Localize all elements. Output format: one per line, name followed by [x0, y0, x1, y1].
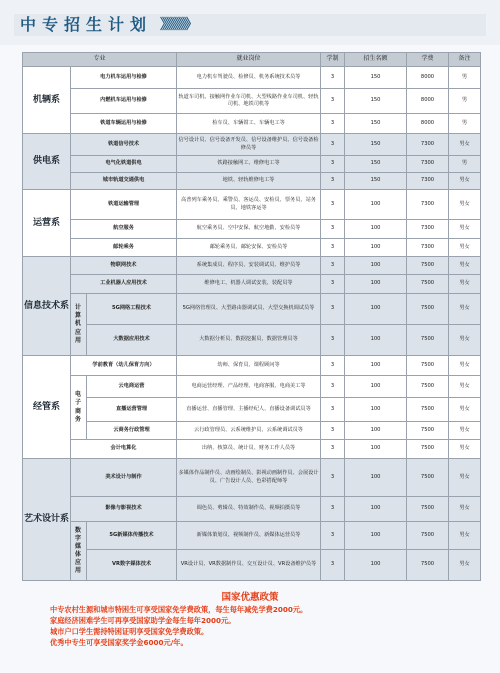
- major-cell: 铁道运输管理: [71, 190, 177, 220]
- years-cell: 3: [321, 190, 345, 220]
- jobs-cell: 地铁、轻轨维修电工等: [177, 173, 321, 190]
- jobs-cell: 高普列车乘务员、乘警员、客运员、安检员、票务员、站务员、地铁客运等: [177, 190, 321, 220]
- quota-cell: 100: [345, 257, 407, 275]
- years-cell: 3: [321, 440, 345, 459]
- years-cell: 3: [321, 422, 345, 440]
- fee-cell: 7500: [407, 497, 449, 522]
- table-row: [23, 550, 481, 581]
- jobs-cell: 系统集成员、程序员、安装调试员、维护员等: [177, 257, 321, 275]
- jobs-cell: 航空乘务员、空中安保、航空地勤、安检员等: [177, 220, 321, 239]
- header-major: 专业: [23, 53, 177, 67]
- policy-line: 优秀中专生可享受国家奖学金6000元/年。: [50, 638, 188, 647]
- note-cell: 男女: [449, 294, 481, 325]
- fee-cell: 7500: [407, 398, 449, 422]
- years-cell: 3: [321, 522, 345, 550]
- jobs-cell: 电力机车驾驶员、检修员、机务系统技术员等: [177, 67, 321, 89]
- table-row: [23, 459, 481, 497]
- note-cell: 男女: [449, 325, 481, 356]
- fee-cell: 7300: [407, 190, 449, 220]
- major-cell: 美术设计与制作: [71, 459, 177, 497]
- fee-cell: 7500: [407, 459, 449, 497]
- quota-cell: 150: [345, 67, 407, 89]
- years-cell: 3: [321, 67, 345, 89]
- years-cell: 3: [321, 134, 345, 156]
- policy-line: 中专农村生源和城市特困生可享受国家免学费政策，每生每年减免学费2000元。: [50, 605, 308, 614]
- fee-cell: 7300: [407, 156, 449, 173]
- years-cell: 3: [321, 275, 345, 294]
- note-cell: 男女: [449, 497, 481, 522]
- note-cell: 男女: [449, 220, 481, 239]
- major-cell: VR数字媒体技术: [87, 550, 177, 581]
- years-cell: 3: [321, 156, 345, 173]
- table-row: [23, 173, 481, 190]
- table-row: [23, 294, 481, 325]
- jobs-cell: 直播运营、直播管理、主播经纪人、直播设备调试员等: [177, 398, 321, 422]
- table-row: [23, 497, 481, 522]
- quota-cell: 100: [345, 294, 407, 325]
- major-cell: 城市轨道交通供电: [71, 173, 177, 190]
- jobs-cell: 出纳、核算员、统计员、财务工作人员等: [177, 440, 321, 459]
- fee-cell: 7300: [407, 173, 449, 190]
- note-cell: 男女: [449, 257, 481, 275]
- note-cell: 男: [449, 89, 481, 114]
- major-cell: 5G网络工程技术: [87, 294, 177, 325]
- major-cell: 影像与影视技术: [71, 497, 177, 522]
- fee-cell: 7300: [407, 239, 449, 257]
- major-cell: 电气化铁道供电: [71, 156, 177, 173]
- jobs-cell: 云行政管理员、云系统维护员、云系统调试员等: [177, 422, 321, 440]
- major-cell: 物联网技术: [71, 257, 177, 275]
- table-row: [23, 522, 481, 550]
- department-cell: 供电系: [23, 134, 71, 190]
- department-cell: 艺术设计系: [23, 459, 71, 581]
- major-cell: 云商务行政管理: [87, 422, 177, 440]
- fee-cell: 7500: [407, 275, 449, 294]
- header-jobs: 就业岗位: [177, 53, 321, 67]
- quota-cell: 100: [345, 497, 407, 522]
- fee-cell: 7500: [407, 522, 449, 550]
- table-header-row: [23, 53, 481, 67]
- major-cell: 内燃机车运用与检修: [71, 89, 177, 114]
- years-cell: 3: [321, 257, 345, 275]
- major-cell: 会计电算化: [71, 440, 177, 459]
- table-row: [23, 376, 481, 398]
- note-cell: 男女: [449, 275, 481, 294]
- years-cell: 3: [321, 497, 345, 522]
- note-cell: 男: [449, 156, 481, 173]
- jobs-cell: 5G网络管理员、大型路由器调试员、大型交换机调试员等: [177, 294, 321, 325]
- jobs-cell: 电商运营经理、产品经理、电商客服、电商美工等: [177, 376, 321, 398]
- jobs-cell: 新媒体策划员、视频制作员、新媒体运营员等: [177, 522, 321, 550]
- header-years: 学制: [321, 53, 345, 67]
- major-cell: 铁道信号技术: [71, 134, 177, 156]
- fee-cell: 8000: [407, 89, 449, 114]
- years-cell: 3: [321, 220, 345, 239]
- major-cell: 航空服务: [71, 220, 177, 239]
- table-row: [23, 356, 481, 376]
- note-cell: 男女: [449, 398, 481, 422]
- quota-cell: 150: [345, 173, 407, 190]
- table-row: [23, 398, 481, 422]
- years-cell: 3: [321, 356, 345, 376]
- years-cell: 3: [321, 398, 345, 422]
- jobs-cell: 信号设计员、信号设备开发员、信号设备维护员、信号设备检修员等: [177, 134, 321, 156]
- fee-cell: 8000: [407, 114, 449, 134]
- quota-cell: 100: [345, 356, 407, 376]
- major-cell: 云电商运营: [87, 376, 177, 398]
- years-cell: 3: [321, 325, 345, 356]
- jobs-cell: 邮轮乘务员、邮轮安保、安检员等: [177, 239, 321, 257]
- table-row: [23, 257, 481, 275]
- department-cell: 运营系: [23, 190, 71, 257]
- jobs-cell: 大数据分析员、数据挖掘员、数据管理员等: [177, 325, 321, 356]
- major-cell: 大数据应用技术: [87, 325, 177, 356]
- note-cell: 男女: [449, 422, 481, 440]
- fee-cell: 8000: [407, 67, 449, 89]
- quota-cell: 100: [345, 398, 407, 422]
- quota-cell: 100: [345, 220, 407, 239]
- note-cell: 男: [449, 114, 481, 134]
- major-cell: 5G新媒体传播技术: [87, 522, 177, 550]
- fee-cell: 7500: [407, 550, 449, 581]
- jobs-cell: 铁路接触网工、维修电工等: [177, 156, 321, 173]
- quota-cell: 100: [345, 190, 407, 220]
- policy-title: 国家优惠政策: [221, 592, 279, 603]
- years-cell: 3: [321, 173, 345, 190]
- fee-cell: 7300: [407, 220, 449, 239]
- table-row: [23, 422, 481, 440]
- fee-cell: 7500: [407, 257, 449, 275]
- fee-cell: 7500: [407, 376, 449, 398]
- note-cell: 男: [449, 67, 481, 89]
- jobs-cell: 多媒体作品制作员、动画绘制员、影视动画制作员、会展设计员、广告设计人员、色彩搭配师等: [177, 459, 321, 497]
- policy-line: 城市户口学生需持特困证明享受国家免学费政策。: [50, 627, 209, 636]
- major-cell: 直播运营管理: [87, 398, 177, 422]
- note-cell: 男女: [449, 190, 481, 220]
- department-cell: 信息技术系: [23, 257, 71, 356]
- quota-cell: 100: [345, 325, 407, 356]
- quota-cell: 100: [345, 239, 407, 257]
- years-cell: 3: [321, 114, 345, 134]
- years-cell: 3: [321, 459, 345, 497]
- fee-cell: 7500: [407, 356, 449, 376]
- header-note: 备注: [449, 53, 481, 67]
- jobs-cell: 调色员、剪辑员、特效制作员、视频拍摄员等: [177, 497, 321, 522]
- note-cell: 男女: [449, 356, 481, 376]
- table-row: [23, 325, 481, 356]
- table-row: [23, 190, 481, 220]
- note-cell: 男女: [449, 239, 481, 257]
- header-fee: 学费: [407, 53, 449, 67]
- subgroup-cell: 电子商务: [71, 376, 87, 440]
- quota-cell: 150: [345, 156, 407, 173]
- note-cell: 男女: [449, 522, 481, 550]
- major-cell: 电力机车运用与检修: [71, 67, 177, 89]
- fee-cell: 7500: [407, 325, 449, 356]
- chevron-decoration: 》》》》》》》: [160, 17, 195, 33]
- fee-cell: 7300: [407, 134, 449, 156]
- enrollment-table: [22, 52, 481, 581]
- jobs-cell: 幼师、保育员、课程顾问等: [177, 356, 321, 376]
- major-cell: 学前教育（幼儿保育方向）: [71, 356, 177, 376]
- table-row: [23, 220, 481, 239]
- years-cell: 3: [321, 294, 345, 325]
- note-cell: 男女: [449, 134, 481, 156]
- table-row: [23, 114, 481, 134]
- note-cell: 男女: [449, 173, 481, 190]
- table-row: [23, 89, 481, 114]
- quota-cell: 100: [345, 275, 407, 294]
- header-quota: 招生名额: [345, 53, 407, 67]
- fee-cell: 7500: [407, 294, 449, 325]
- department-cell: 经管系: [23, 356, 71, 459]
- fee-cell: 7500: [407, 422, 449, 440]
- page-title: 中专招生计划: [20, 15, 153, 34]
- table-row: [23, 275, 481, 294]
- jobs-cell: 检车员、车辆钳工、车辆电工等: [177, 114, 321, 134]
- subgroup-cell: 计算机应用: [71, 294, 87, 356]
- table-row: [23, 239, 481, 257]
- quota-cell: 100: [345, 459, 407, 497]
- fee-cell: 7500: [407, 440, 449, 459]
- major-cell: 工业机器人应用技术: [71, 275, 177, 294]
- quota-cell: 100: [345, 550, 407, 581]
- note-cell: 男女: [449, 550, 481, 581]
- quota-cell: 150: [345, 114, 407, 134]
- quota-cell: 100: [345, 422, 407, 440]
- department-cell: 机辆系: [23, 67, 71, 134]
- table-row: [23, 156, 481, 173]
- major-cell: 邮轮乘务: [71, 239, 177, 257]
- years-cell: 3: [321, 376, 345, 398]
- jobs-cell: VR设计员、VR数据制作员、交互设计员、VR设备维护员等: [177, 550, 321, 581]
- jobs-cell: 轨道车司机、接触网作业车司机、大型线路作业车司机、轻轨司机、地铁司机等: [177, 89, 321, 114]
- note-cell: 男女: [449, 376, 481, 398]
- years-cell: 3: [321, 89, 345, 114]
- quota-cell: 100: [345, 522, 407, 550]
- quota-cell: 100: [345, 440, 407, 459]
- note-cell: 男女: [449, 440, 481, 459]
- table-row: [23, 67, 481, 89]
- note-cell: 男女: [449, 459, 481, 497]
- table-row: [23, 134, 481, 156]
- quota-cell: 100: [345, 376, 407, 398]
- years-cell: 3: [321, 550, 345, 581]
- subgroup-cell: 数字媒体应用: [71, 522, 87, 581]
- major-cell: 铁道车辆运用与检修: [71, 114, 177, 134]
- jobs-cell: 维修电工、机器人调试安装、装配员等: [177, 275, 321, 294]
- policy-line: 家庭经济困难学生可再享受国家助学金每生每年2000元。: [50, 616, 236, 625]
- years-cell: 3: [321, 239, 345, 257]
- header: [0, 0, 500, 45]
- quota-cell: 150: [345, 134, 407, 156]
- table-row: [23, 440, 481, 459]
- quota-cell: 150: [345, 89, 407, 114]
